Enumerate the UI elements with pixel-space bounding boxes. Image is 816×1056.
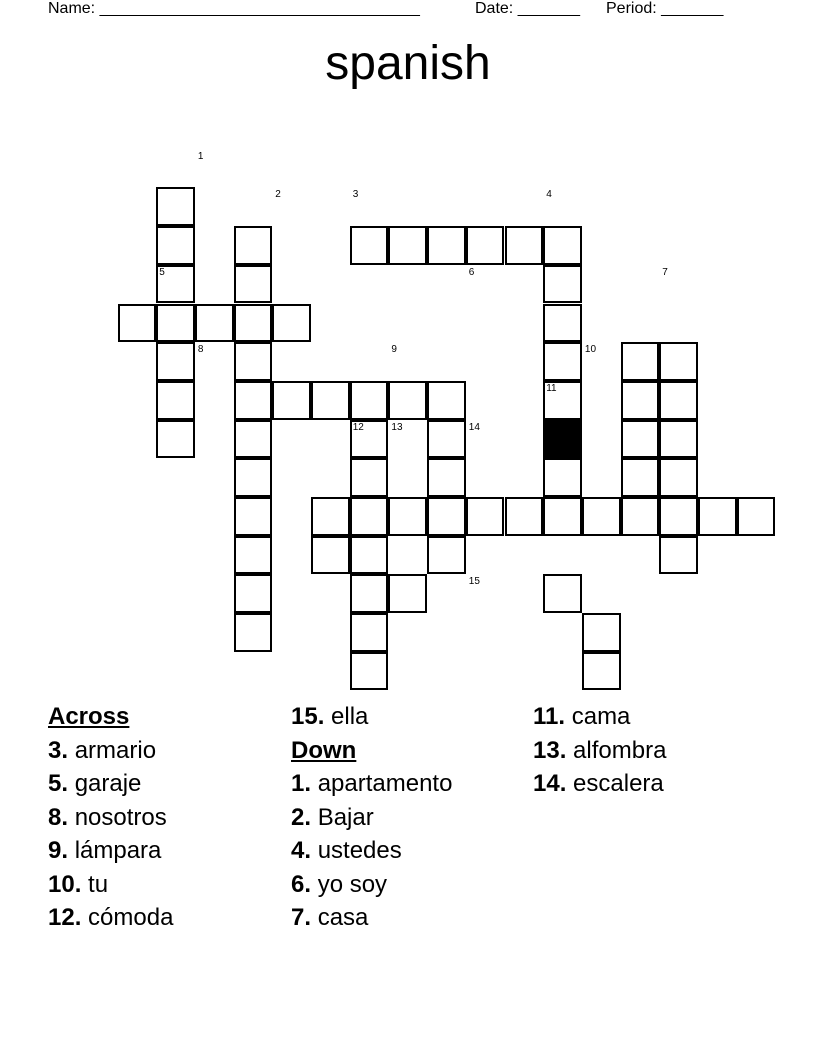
grid-cell[interactable] xyxy=(543,497,582,536)
grid-cell[interactable] xyxy=(156,187,195,226)
grid-cell[interactable] xyxy=(621,342,660,381)
clue-down-2: 2. Bajar xyxy=(291,803,374,831)
grid-cell[interactable] xyxy=(659,536,698,575)
grid-cell[interactable] xyxy=(234,381,273,420)
grid-cell[interactable] xyxy=(388,574,427,613)
clue-across-15: 15. ella xyxy=(291,703,369,730)
grid-cell[interactable] xyxy=(272,381,311,420)
grid-cell[interactable] xyxy=(234,458,273,497)
grid-cell[interactable] xyxy=(388,226,427,265)
grid-cell[interactable] xyxy=(427,458,466,497)
grid-cell[interactable] xyxy=(156,381,195,420)
grid-cell[interactable] xyxy=(621,458,660,497)
grid-cell[interactable] xyxy=(427,420,466,459)
clue-number-12: 12 xyxy=(352,421,364,433)
grid-cell[interactable] xyxy=(659,381,698,420)
grid-cell[interactable] xyxy=(427,497,466,536)
grid-cell[interactable] xyxy=(427,226,466,265)
grid-cell[interactable] xyxy=(118,304,157,343)
grid-cell[interactable] xyxy=(350,497,389,536)
grid-cell[interactable] xyxy=(621,497,660,536)
grid-cell[interactable] xyxy=(698,497,737,536)
clue-number-14: 14 xyxy=(468,421,480,433)
grid-cell[interactable] xyxy=(737,497,776,536)
grid-cell[interactable] xyxy=(350,652,389,691)
grid-cell[interactable] xyxy=(543,265,582,304)
grid-cell[interactable] xyxy=(350,574,389,613)
clue-number-6: 6 xyxy=(468,266,475,278)
grid-cell[interactable] xyxy=(466,226,505,265)
clue-number-7: 7 xyxy=(662,266,668,278)
grid-cell[interactable] xyxy=(543,304,582,343)
grid-cell[interactable] xyxy=(234,304,273,343)
grid-cell[interactable] xyxy=(659,458,698,497)
clue-down-14: 14. escalera xyxy=(533,770,664,797)
grid-cell[interactable] xyxy=(427,536,466,575)
clue-number-13: 13 xyxy=(391,421,403,433)
clue-number-5: 5 xyxy=(159,266,165,278)
grid-cell[interactable] xyxy=(659,420,698,459)
clue-number-3: 3 xyxy=(352,189,359,201)
grid-cell[interactable] xyxy=(466,497,505,536)
grid-cell[interactable] xyxy=(659,342,698,381)
grid-cell[interactable] xyxy=(234,574,273,613)
clue-number-11: 11 xyxy=(546,382,557,394)
clue-down-11: 11. cama xyxy=(533,703,631,730)
grid-cell[interactable] xyxy=(427,381,466,420)
grid-cell[interactable] xyxy=(311,536,350,575)
grid-cell[interactable] xyxy=(234,536,273,575)
clue-column-2 xyxy=(291,700,452,935)
grid-cell[interactable] xyxy=(505,497,544,536)
grid-cell[interactable] xyxy=(582,497,621,536)
clue-number-2: 2 xyxy=(275,189,281,201)
clue-across-9: 9. lámpara xyxy=(48,837,162,864)
clue-across-10: 10. tu xyxy=(48,870,109,898)
grid-cell[interactable] xyxy=(543,458,582,497)
period-field-label: Period: _______ xyxy=(606,0,724,17)
name-field-label: Name: ____________________________________ xyxy=(48,0,420,17)
grid-cell[interactable] xyxy=(659,497,698,536)
grid-cell[interactable] xyxy=(311,497,350,536)
clue-across-3: 3. armario xyxy=(48,736,157,764)
grid-cell[interactable] xyxy=(234,613,273,652)
grid-cell[interactable] xyxy=(582,652,621,691)
clue-column-1 xyxy=(48,700,173,935)
date-field-label: Date: _______ xyxy=(475,0,580,17)
grid-cell[interactable] xyxy=(621,420,660,459)
grid-cell[interactable] xyxy=(272,304,311,343)
clue-down-6: 6. yo soy xyxy=(291,870,388,898)
clue-number-1: 1 xyxy=(197,150,204,162)
grid-cell[interactable] xyxy=(350,381,389,420)
clue-down-7: 7. casa xyxy=(291,904,369,931)
clue-number-9: 9 xyxy=(391,344,397,356)
grid-cell[interactable] xyxy=(350,226,389,265)
grid-cell[interactable] xyxy=(156,304,195,343)
grid-cell[interactable] xyxy=(350,536,389,575)
grid-cell[interactable] xyxy=(311,381,350,420)
clue-number-8: 8 xyxy=(197,344,204,356)
clue-number-4: 4 xyxy=(546,189,552,201)
grid-cell[interactable] xyxy=(234,342,273,381)
grid-cell[interactable] xyxy=(234,420,273,459)
grid-cell[interactable] xyxy=(350,613,389,652)
grid-cell[interactable] xyxy=(388,381,427,420)
clue-across-8: 8. nosotros xyxy=(48,803,167,831)
down-heading: Down xyxy=(291,736,357,764)
page-title: spanish xyxy=(325,37,491,90)
black-cell xyxy=(543,420,582,459)
grid-cell[interactable] xyxy=(156,420,195,459)
grid-cell[interactable] xyxy=(350,458,389,497)
grid-cell[interactable] xyxy=(195,304,234,343)
clue-number-10: 10 xyxy=(584,344,597,356)
clue-across-5: 5. garaje xyxy=(48,770,142,797)
grid-cell[interactable] xyxy=(543,226,582,265)
grid-cell[interactable] xyxy=(156,226,195,265)
grid-cell[interactable] xyxy=(234,226,273,265)
clue-number-15: 15 xyxy=(468,576,480,588)
clue-column-3 xyxy=(533,700,666,801)
grid-cell[interactable] xyxy=(543,574,582,613)
clue-down-4: 4. ustedes xyxy=(291,837,402,864)
grid-cell[interactable] xyxy=(388,497,427,536)
grid-cell[interactable] xyxy=(543,342,582,381)
clue-down-13: 13. alfombra xyxy=(533,736,667,764)
grid-cell[interactable] xyxy=(582,613,621,652)
grid-cell[interactable] xyxy=(234,497,273,536)
grid-cell[interactable] xyxy=(156,342,195,381)
grid-cell[interactable] xyxy=(505,226,544,265)
grid-cell[interactable] xyxy=(621,381,660,420)
clue-down-1: 1. apartamento xyxy=(291,770,453,797)
grid-cell[interactable] xyxy=(234,265,273,304)
across-heading: Across xyxy=(48,703,130,730)
clue-across-12: 12. cómoda xyxy=(48,904,174,931)
